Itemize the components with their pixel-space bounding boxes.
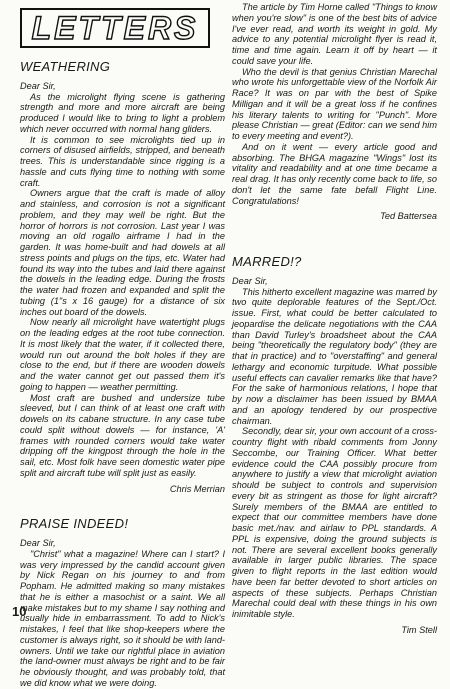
- letter-salutation: Dear Sir,: [20, 538, 56, 549]
- letter-marred: [232, 254, 437, 636]
- letter-signature: Chris Merrian: [169, 483, 225, 494]
- letter-paragraph: Secondly, dear sir, your own account of a cross-country flight with ribald comments from Jonny Seccombe, our Training Officer. What better evidence could the CAA possibly procure from anywhere to justify a view that microlight aviation should be subject to controls and supervision every bit as stringent as those for light aircraft? Surely members of the BMAA are entitled to expect that our committee members have done basic met./nav. and airlaw to PPL standards. A PPL is expensive, doing the ground subjects is not. There are several excellent books generally available in larger public libraries. The space given to flight reports in the last edition would have been far better devoted to short articles on aspects of these subjects. Perhaps Christian Marechal could deal with these things in his own inimitable style.: [232, 426, 437, 620]
- left-column: [20, 59, 225, 689]
- letter-heading: WEATHERING: [20, 59, 111, 74]
- letter-salutation: Dear Sir,: [20, 80, 56, 91]
- letter-salutation: Dear Sir,: [232, 275, 268, 286]
- letter-praise-indeed-continued: [232, 2, 437, 222]
- letter-paragraph: Now nearly all microlight have watertight plugs on the leading edges at the root tube connection. It is most likely that the water, if it collected there, would run out around the bolt holes if they are close to the end, but if there are wooden dowels and the water cannot get out passed them it's going to happen — weather permitting.: [20, 317, 225, 392]
- page-number: 10: [12, 604, 27, 619]
- letter-paragraph: As the microlight flying scene is gathering strength and more and more aircraft are being produced I would like to bring to light a problem which never occurred with normal hang gliders.: [20, 91, 225, 134]
- letter-paragraph: Owners argue that the craft is made of alloy and stainless, and corrosion is not a significant problem, and they may well be right. But the horror of horrors is not corrosion. Last year I was moving an old rogallo airframe I had in the garden. It was home-built and had dowels at all stress points and plugs on the tips, etc. Water had found its way into the tubes and laid there against the dowels in the leading edge. During the frosts the water had frozen and expanded and split the tubing (1"s x 16 gauge) for a distance of six inches out board of the dowels.: [20, 188, 225, 317]
- letter-signature: Tim Stell: [401, 624, 437, 635]
- letter-praise-indeed: [20, 516, 225, 688]
- letter-paragraph: The article by Tim Horne called "Things to know when you're slow" is one of the best bits of advice I've ever read, and worth its weight in gold. My advice to any potential microlight flyer is read it, time and time again. Learn it off by heart — it could save your life.: [232, 2, 437, 66]
- letter-paragraph: And on it went — every article good and absorbing. The BHGA magazine "Wings" lost its vitality and readability and at one time became a real drag. It has only recently come back to life, so don't let the same fate befall Flight Line. Congratulations!: [232, 141, 437, 206]
- letter-signature: Ted Battersea: [380, 211, 437, 222]
- masthead-title: LETTERS: [31, 9, 199, 46]
- letter-paragraph: "Christ" what a magazine! Where can I start? I was very impressed by the candid account given by Nick Regan on his journey to and from Popham. He admitted making so many mistakes that he is either a masochist or a saint. We all make mistakes but to my shame I say nothing and usually hide in embarrassment. To add to Nick's mistakes, I feel that like shop-keepers where the customer is always right, so it should be with land-owners. Until we take our rightful place in aviation the land-owner must always be right and to be fair he obviously thought, and was probably told, that we did know what we were doing.: [20, 548, 225, 688]
- letter-weathering: [20, 59, 225, 494]
- letter-paragraph: Who the devil is that genius Christian Marechal who wrote his unforgettable view of the Norfolk Air Race? It was on par with the best of Spike Milligan and it will be a great loss if he confines his literary talents to writing for "Punch". More please Christian — great (Editor: can we send him to every meeting and event?).: [232, 66, 437, 141]
- letter-paragraph: This hitherto excellent magazine was marred by two quite deplorable features of the Sept./Oct. issue. First, what could be better calculated to jeopardise the delicate negotiations with the CAA than David Turley's broadsheet about the CAA being "theoretically the regulatory body" (they are that in practice) and to "overstaffing" and general lethargy and economic turpitude. What possible useful effects can cavalier remarks like that have? For the sake of harmonious relations, I hope that by now a disclaimer has been issued by BMAA and an apology tendered by our prospective chairman.: [232, 286, 437, 426]
- letter-paragraph: It is common to see microlights tied up in corners of disused airfields, stripped, and beneath trees. This is understandable since rigging is a hassle and cuts flying time to nothing with some craft.: [20, 134, 225, 188]
- letter-paragraph: Most craft are bushed and undersize tube sleeved, but I can think of at least one craft with dowels on its cabane structure. In any case tube could split without dowels — for instance, 'A' frames with rounded corners would take water dripping off the kingpost through the hole in the sail, etc. Most folk have seen domestic water pipe split and aircraft tube will split just as easily.: [20, 392, 225, 478]
- right-column: [232, 2, 437, 645]
- letter-heading: PRAISE INDEED!: [20, 516, 129, 532]
- letters-masthead: [20, 8, 210, 48]
- letter-heading: MARRED!?: [232, 254, 302, 270]
